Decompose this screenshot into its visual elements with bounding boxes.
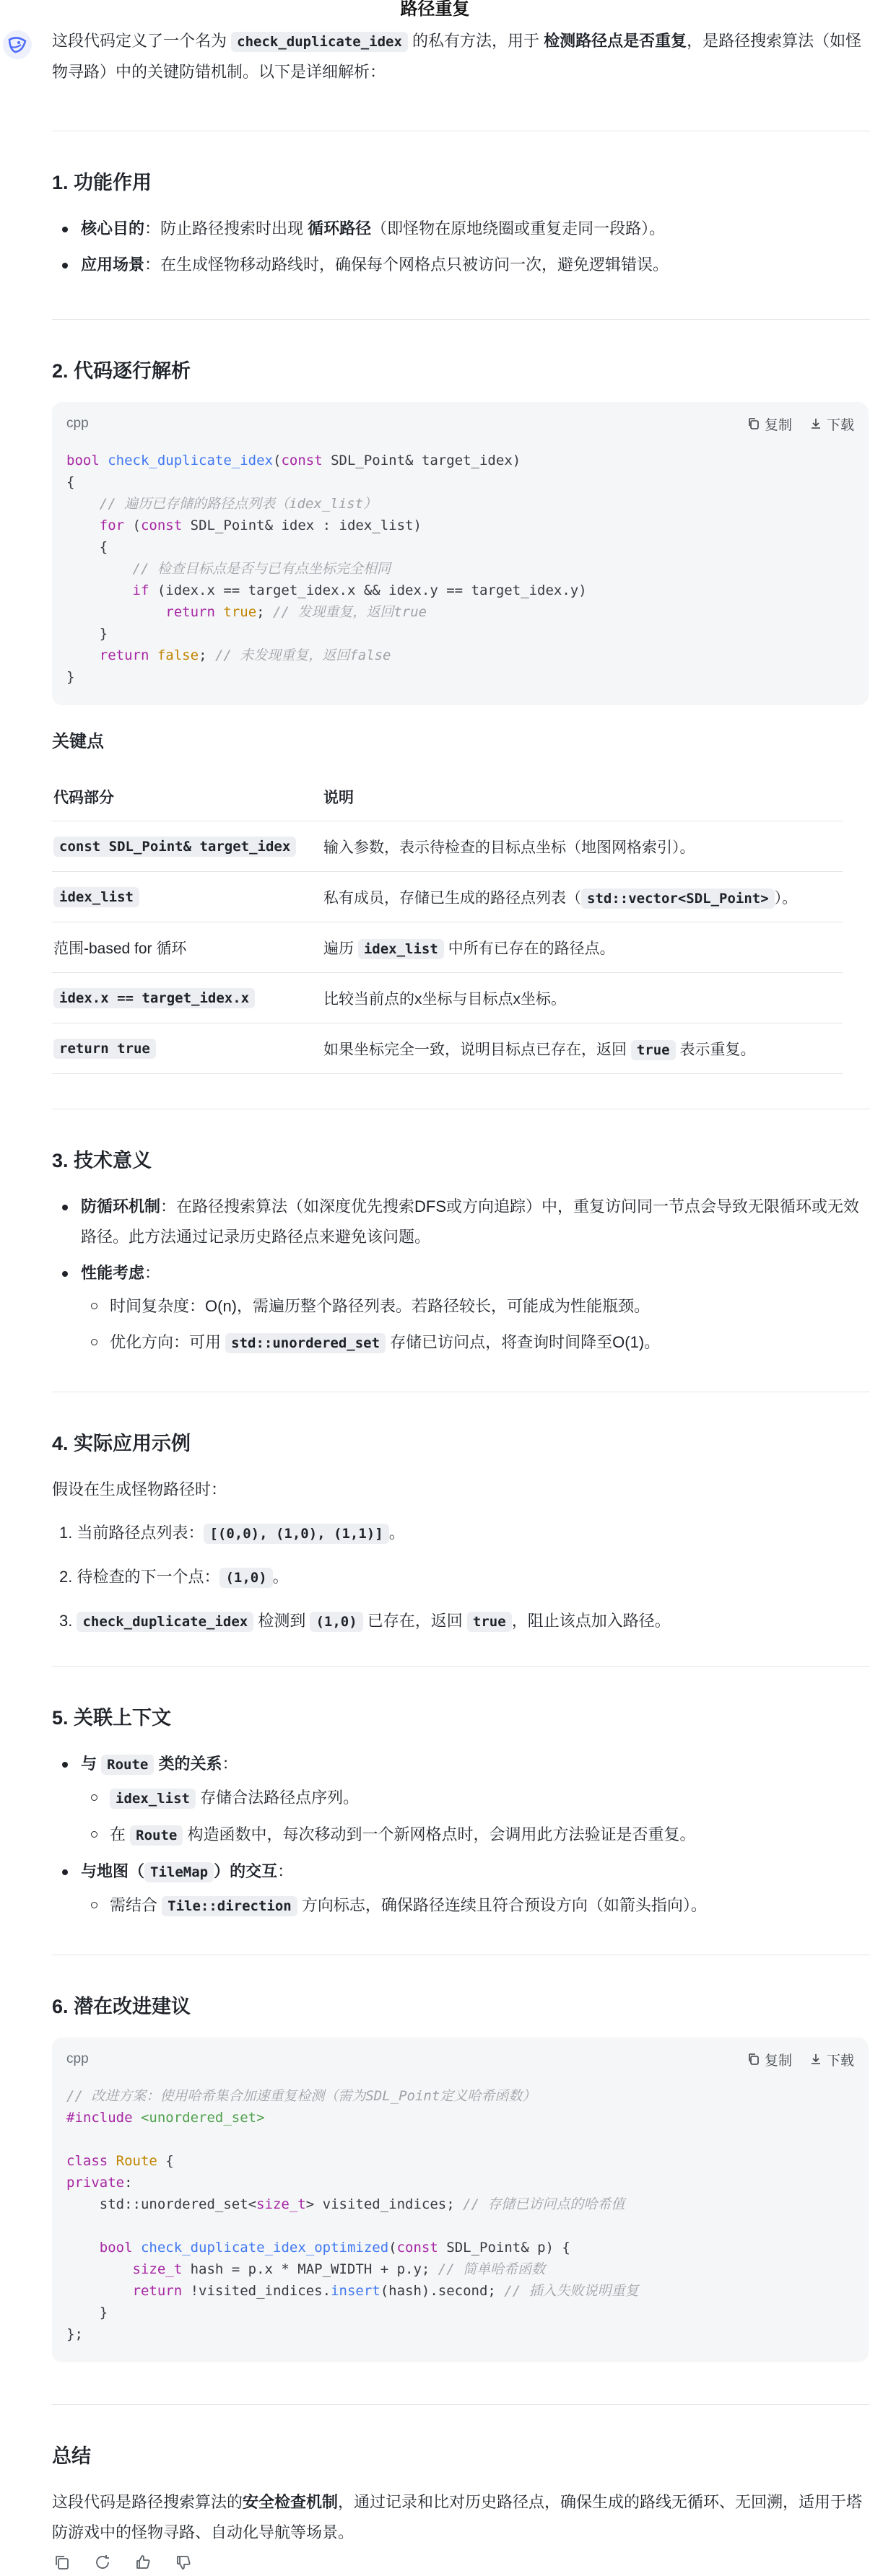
inline-code: true xyxy=(467,1612,512,1632)
item-text: 构造函数中，每次移动到一个新网格点时，会调用此方法验证是否重复。 xyxy=(183,1825,696,1843)
cell-text: 私有成员，存储已生成的路径点列表（ xyxy=(323,889,581,907)
inline-code: check_duplicate_idex xyxy=(77,1612,253,1632)
item-bold: 循环路径 xyxy=(308,219,372,237)
dislike-button[interactable] xyxy=(173,2552,193,2572)
item-text: ： xyxy=(144,1264,161,1282)
item-label: 应用场景 xyxy=(81,256,145,274)
section-heading: 3. 技术意义 xyxy=(52,1150,152,1171)
assistant-avatar xyxy=(3,30,32,59)
table-header-row xyxy=(52,773,843,821)
table-cell xyxy=(52,872,323,922)
divider xyxy=(52,2404,870,2405)
item-text: 3. xyxy=(59,1612,77,1630)
list-item xyxy=(81,1783,870,1814)
column-header: 说明 xyxy=(323,773,843,821)
item-text: 存储合法路径点序列。 xyxy=(195,1789,360,1807)
cell-text: 表示重复。 xyxy=(675,1041,756,1058)
copy-label: 复制 xyxy=(764,417,792,433)
inline-code: idex_list xyxy=(53,887,139,907)
item-text: ，阻止该点加入路径。 xyxy=(511,1612,671,1630)
table-row xyxy=(52,1023,843,1074)
summary-bold: 安全检查机制 xyxy=(243,2493,339,2511)
thumbs-down-icon xyxy=(175,2554,192,2571)
item-text: 1. 当前路径点列表： xyxy=(59,1524,204,1542)
inline-code: (1,0) xyxy=(219,1568,272,1588)
summary-paragraph xyxy=(52,2487,870,2548)
copy-button[interactable] xyxy=(747,2050,792,2069)
item-label: 性能考虑 xyxy=(81,1264,145,1282)
cell-text: 遍历 xyxy=(323,940,358,957)
inline-code: std::unordered_set xyxy=(225,1333,386,1353)
list-item xyxy=(81,1327,870,1358)
sub-list xyxy=(81,1890,870,1921)
inline-code: std::vector<SDL_Point> xyxy=(581,888,775,909)
code-language: cpp xyxy=(66,2051,89,2066)
item-text: 方向标志，确保路径连续且符合预设方向（如箭头指向）。 xyxy=(297,1896,707,1914)
title-bar xyxy=(0,0,870,19)
table-row xyxy=(52,821,843,872)
section-heading: 5. 关联上下文 xyxy=(52,1707,172,1729)
summary-text: ，通过记录和比对历史路径点，确保生成的路线无循环、无回溯，适用于塔防游戏中的怪物寻路、自动化导航等场景。 xyxy=(52,2493,863,2541)
item-text: 已存在，返回 xyxy=(362,1612,467,1630)
item-label: 与地图（ xyxy=(81,1862,145,1880)
item-text: ：在生成怪物移动路线时，确保每个网格点只被访问一次，避免逻辑错误。 xyxy=(144,256,669,274)
item-text: 存储已访问点，将查询时间降至O(1)。 xyxy=(386,1333,661,1351)
table-cell: 范围-based for 循环 xyxy=(52,922,323,973)
code-block-header xyxy=(52,402,869,445)
copy-label: 复制 xyxy=(764,2053,792,2069)
copy-icon xyxy=(747,417,760,430)
list-item xyxy=(52,1856,870,1921)
column-header: 代码部分 xyxy=(52,773,323,821)
summary-text: 这段代码是路径搜索算法的 xyxy=(52,2493,243,2511)
item-label: 类的关系 xyxy=(154,1755,222,1773)
item-text: 。 xyxy=(388,1524,405,1542)
table-cell xyxy=(52,973,323,1023)
code-content: // 改进方案：使用哈希集合加速重复检测（需为SDL_Point定义哈希函数） #include <unordered_set> class Route { private: std::unordered_set<size_t> visited_indices; // 存储已访问点的哈希值 bool check_duplicate_idex_optimized(const SDL_Point& p) { size_t hash = p.x * MAP_WIDTH + p.y; // 简单哈希函数 return !visited_indices.insert(hash).second; // 插入失败说明重复 } }; xyxy=(66,2088,639,2342)
message-actions xyxy=(52,2552,870,2572)
list-item xyxy=(81,1890,870,1921)
key-points-table xyxy=(52,773,843,1074)
sub-list xyxy=(81,1783,870,1851)
list-item xyxy=(52,1518,870,1549)
section-heading: 总结 xyxy=(52,2445,91,2467)
inline-code: idex_list xyxy=(110,1789,196,1809)
item-label: ）的交互 xyxy=(214,1862,278,1880)
item-label: 与 xyxy=(81,1755,102,1773)
list-item xyxy=(52,1749,870,1851)
inline-code: (1,0) xyxy=(310,1612,362,1632)
item-text: 在 xyxy=(110,1825,131,1843)
download-button[interactable] xyxy=(809,414,854,434)
copy-button[interactable] xyxy=(747,414,792,434)
copy-icon xyxy=(53,2554,71,2571)
section-heading: 1. 功能作用 xyxy=(52,172,152,193)
intro-paragraph xyxy=(52,26,870,87)
intro-text: ，是路径搜索算法（如怪物寻路）中的关键防错机制。以下是详细解析： xyxy=(52,32,862,81)
sub-list xyxy=(81,1291,870,1358)
list-item xyxy=(81,1820,870,1851)
section-heading: 4. 实际应用示例 xyxy=(52,1433,191,1454)
regenerate-button[interactable] xyxy=(92,2552,113,2572)
download-button[interactable] xyxy=(809,2050,854,2069)
code-block xyxy=(52,2038,869,2362)
divider xyxy=(52,319,870,320)
inline-code: check_duplicate_idex xyxy=(231,32,408,52)
item-text: 优化方向：可用 xyxy=(110,1333,226,1351)
intro-text: 这段代码定义了一个名为 xyxy=(52,32,232,50)
section-heading: 2. 代码逐行解析 xyxy=(52,360,191,382)
download-icon xyxy=(809,417,822,430)
item-text: 。 xyxy=(272,1568,289,1586)
cell-text: 如果坐标完全一致，说明目标点已存在，返回 xyxy=(323,1041,631,1058)
inline-code: TileMap xyxy=(144,1862,214,1882)
table-cell xyxy=(52,1023,323,1074)
download-label: 下载 xyxy=(826,417,854,433)
item-label: 防循环机制 xyxy=(81,1197,161,1215)
inline-code: const SDL_Point& target_idex xyxy=(53,837,296,857)
subheading: 关键点 xyxy=(52,732,104,751)
table-row xyxy=(52,973,843,1023)
code-content: bool check_duplicate_idex(const SDL_Point& target_idex) { // 遍历已存储的路径点列表（idex_list） for (const SDL_Point& idex : idex_list) { // 检查目标点是否与已有点坐标完全相同 if (idex.x == target_idex.x && idex.y == target_idex.y) return true; // 发现重复，返回true } return false; // 未发现重复，返回false } xyxy=(66,453,587,685)
item-text: （即怪物在原地绕圈或重复走同一段路）。 xyxy=(371,219,666,237)
inline-code: return true xyxy=(53,1039,156,1059)
bullet-list xyxy=(52,1749,870,1921)
section-lead: 假设在生成怪物路径时： xyxy=(52,1480,227,1498)
copy-message-button[interactable] xyxy=(52,2552,72,2572)
item-text: ： xyxy=(277,1862,294,1880)
table-cell xyxy=(323,872,843,922)
inline-code: Route xyxy=(101,1755,154,1775)
table-row xyxy=(52,922,843,973)
list-item: 时间复杂度：O(n)，需遍历整个路径列表。若路径较长，可能成为性能瓶颈。 xyxy=(81,1291,870,1322)
item-text: 检测到 xyxy=(253,1612,310,1630)
item-label: 核心目的 xyxy=(81,219,145,237)
cell-text: ）。 xyxy=(774,889,798,907)
section-heading: 6. 潜在改进建议 xyxy=(52,1996,191,2017)
list-item xyxy=(52,250,870,280)
list-item xyxy=(52,1192,870,1252)
item-text: ：防止路径搜索时出现 xyxy=(144,219,308,237)
list-item xyxy=(52,1258,870,1358)
intro-text: 的私有方法，用于 xyxy=(407,32,544,50)
divider xyxy=(52,1666,870,1667)
table-cell: 比较当前点的x坐标与目标点x坐标。 xyxy=(323,973,843,1023)
thumbs-up-icon xyxy=(134,2554,152,2571)
code-block xyxy=(52,402,869,705)
inline-code: [(0,0), (1,0), (1,1)] xyxy=(204,1524,388,1544)
list-item xyxy=(52,1562,870,1593)
numbered-list xyxy=(52,1518,870,1637)
table-cell: 输入参数，表示待检查的目标点坐标（地图网格索引）。 xyxy=(323,821,843,872)
copy-icon xyxy=(747,2053,760,2066)
inline-code: true xyxy=(631,1040,676,1060)
table-cell xyxy=(52,821,323,872)
inline-code: idex_list xyxy=(358,939,444,959)
table-row xyxy=(52,872,843,922)
download-label: 下载 xyxy=(826,2053,854,2069)
assistant-logo-icon xyxy=(6,34,28,56)
download-icon xyxy=(809,2053,822,2066)
item-text: ： xyxy=(222,1755,238,1773)
bullet-list xyxy=(52,214,870,280)
item-text: 2. 待检查的下一个点： xyxy=(59,1568,220,1586)
item-text: ：在路径搜索算法（如深度优先搜索DFS或方向追踪）中，重复访问同一节点会导致无限循环或无效路径。此方法通过记录历史路径点来避免该问题。 xyxy=(81,1197,860,1246)
page-title: 路径重复 xyxy=(400,0,470,19)
like-button[interactable] xyxy=(133,2552,153,2572)
inline-code: Tile::direction xyxy=(162,1896,297,1916)
item-text: 需结合 xyxy=(110,1896,162,1914)
answer-content xyxy=(52,26,870,2572)
code-block-header xyxy=(52,2038,869,2081)
table-cell xyxy=(323,922,843,973)
table-cell xyxy=(323,1023,843,1074)
intro-bold: 检测路径点是否重复 xyxy=(544,32,687,50)
list-item xyxy=(52,214,870,244)
bullet-list xyxy=(52,1192,870,1358)
refresh-icon xyxy=(94,2554,111,2571)
code-language: cpp xyxy=(66,416,89,431)
cell-text: 中所有已存在的路径点。 xyxy=(443,940,615,957)
list-item xyxy=(52,1606,870,1637)
inline-code: idex.x == target_idex.x xyxy=(53,988,255,1008)
inline-code: Route xyxy=(130,1825,183,1846)
